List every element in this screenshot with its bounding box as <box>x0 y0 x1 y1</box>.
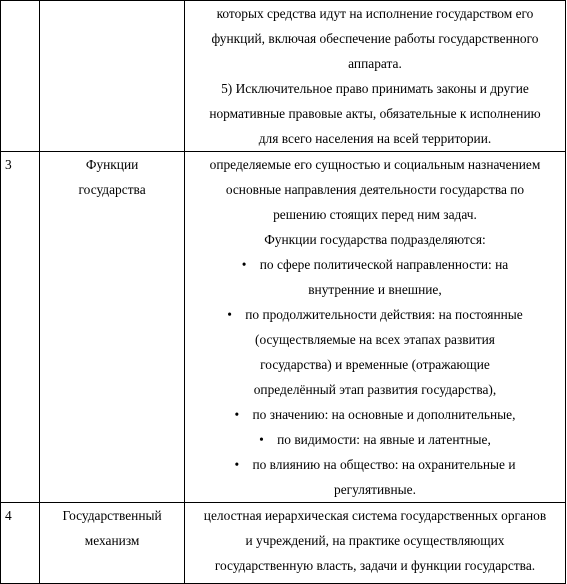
definition-line: (осуществляемые на всех этапах развития <box>255 332 495 347</box>
table-row <box>1 152 566 503</box>
term-cell <box>40 1 185 152</box>
bullet-item <box>185 252 565 277</box>
term-line: Функции <box>85 157 139 172</box>
bullet-text: по значению: на основные и дополнительные, <box>252 407 516 422</box>
definition-line: государственную власть, задачи и функции государства. <box>214 558 536 573</box>
bullet-icon: • <box>259 432 264 447</box>
definition-line: целостная иерархическая система государственных органов <box>203 508 547 523</box>
definition-line: государства) и временные (отражающие <box>260 357 490 372</box>
bullet-item <box>185 427 565 452</box>
term-line: государства <box>78 182 146 197</box>
term-cell <box>40 152 185 503</box>
bullet-text: по сфере политической направленности: на <box>259 257 509 272</box>
bullet-item <box>185 402 565 427</box>
definition-line: определяемые его сущностью и социальным назначением <box>209 157 541 172</box>
row-number: 3 <box>1 152 40 503</box>
definition-cell <box>184 152 565 503</box>
table-row <box>1 1 566 152</box>
bullet-text: по продолжительности действия: на постоянные <box>245 307 523 322</box>
definition-line: которых средства идут на исполнение государством его <box>216 6 534 21</box>
definition-line: нормативные правовые акты, обязательные к исполнению <box>209 106 541 121</box>
definition-line: регулятивные. <box>334 482 416 497</box>
definition-line: внутренние и внешние, <box>308 282 442 297</box>
bullet-icon: • <box>234 457 240 472</box>
definition-line: решению стоящих перед ним задач. <box>273 207 477 222</box>
bullet-icon: • <box>241 257 247 272</box>
definition-cell <box>184 503 565 584</box>
definition-line: определённый этап развития государства), <box>253 382 497 397</box>
bullet-item <box>185 452 565 477</box>
definition-line: функций, включая обеспечение работы государственного <box>211 31 539 46</box>
bullet-text: по видимости: на явные и латентные, <box>277 432 491 447</box>
term-cell <box>40 503 185 584</box>
definition-line: аппарата. <box>348 56 402 71</box>
term-line: Государственный <box>62 508 162 523</box>
definition-line: и учреждений, на практике осуществляющих <box>245 533 505 548</box>
bullet-icon: • <box>227 307 232 322</box>
bullet-item <box>185 302 565 327</box>
definition-line: 5) Исключительное право принимать законы и другие <box>221 81 529 96</box>
bullet-icon: • <box>234 407 240 422</box>
definition-line: для всего населения на всей территории. <box>258 131 492 146</box>
bullet-text: по влиянию на общество: на охранительные и <box>252 457 516 472</box>
definition-line: основные направления деятельности государства по <box>225 182 525 197</box>
row-number: 4 <box>1 503 40 584</box>
row-number <box>1 1 40 152</box>
term-line: механизм <box>84 533 140 548</box>
definition-line: Функции государства подразделяются: <box>264 232 486 247</box>
table-row <box>1 503 566 584</box>
definition-cell <box>184 1 565 152</box>
